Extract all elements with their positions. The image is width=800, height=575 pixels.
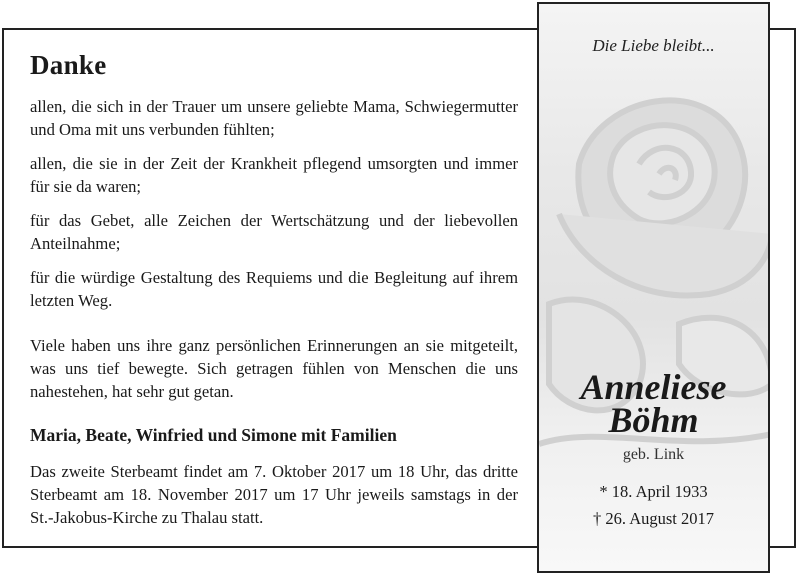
deceased-first-name: Anneliese: [580, 367, 727, 407]
thanks-paragraph-4: für die würdige Gestaltung des Requiems und die Begleitung auf ihrem letzten Weg.: [30, 268, 518, 310]
thanks-paragraph-1: allen, die sich in der Trauer um unsere geliebte Mama, Schwiegermutter und Oma mit uns verbunden fühlten;: [30, 97, 518, 139]
motto-text: Die Liebe bleibt...: [592, 36, 715, 55]
death-date: † 26. August 2017: [592, 509, 714, 528]
notice-heading: Danke: [30, 50, 107, 80]
deceased-last-name: Böhm: [608, 400, 699, 440]
notice-content: [30, 50, 518, 529]
memories-paragraph: Viele haben uns ihre ganz persönlichen Erinnerungen an sie mitgeteilt, was uns tief bewegte. Sich getragen fühlen von Menschen die uns nahestehen, hat sehr gut getan.: [30, 336, 518, 401]
thanks-paragraph-3: für das Gebet, alle Zeichen der Wertschätzung und der liebevollen Anteilnahme;: [30, 211, 518, 253]
birth-date: * 18. April 1933: [599, 482, 708, 501]
thanks-paragraph-2: allen, die sie in der Zeit der Krankheit pflegend umsorgten und immer für sie da waren;: [30, 154, 518, 196]
services-paragraph: Das zweite Sterbeamt findet am 7. Oktober 2017 um 18 Uhr, das dritte Sterbeamt am 18. November 2017 um 17 Uhr jeweils samstags in der St.-Jakobus-Kirche zu Thalau statt.: [30, 462, 518, 527]
birth-name: geb. Link: [622, 446, 685, 463]
memorial-panel: [537, 2, 770, 573]
family-signature: Maria, Beate, Winfried und Simone mit Familien: [30, 425, 397, 445]
